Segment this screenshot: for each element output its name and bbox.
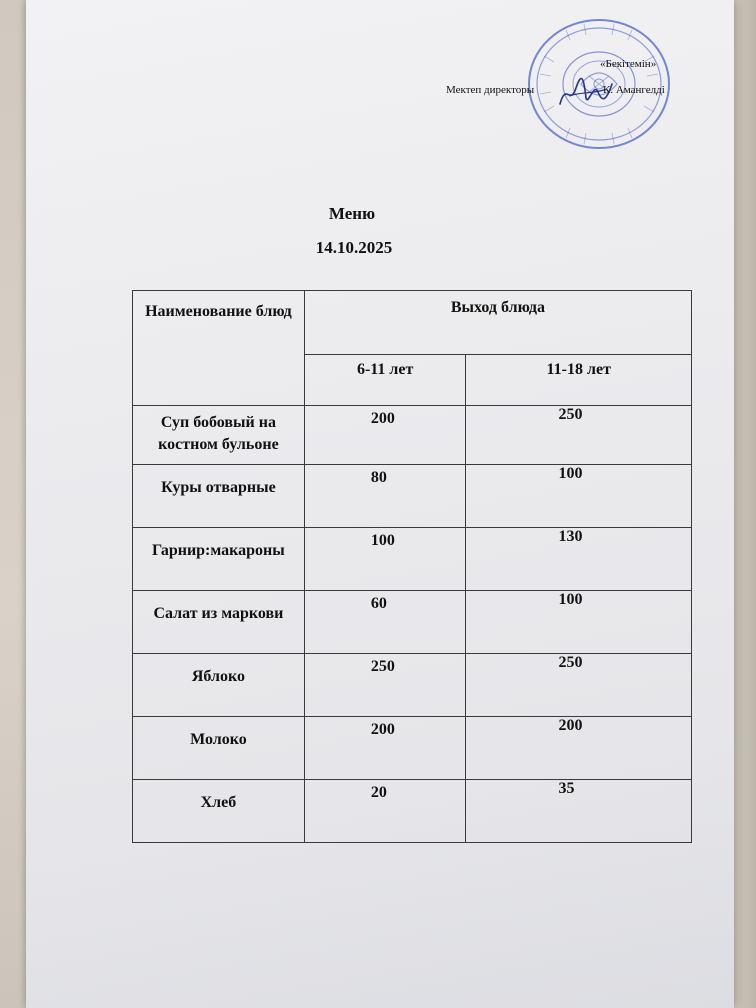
portion-6-11: 200 (304, 717, 466, 780)
portion-6-11: 20 (304, 780, 466, 843)
portion-6-11: 200 (304, 406, 466, 465)
table-surface (734, 0, 756, 1008)
page-title: Меню (328, 204, 376, 223)
portion-11-18: 100 (466, 465, 692, 528)
table-row (133, 717, 692, 780)
portion-6-11: 60 (304, 591, 466, 654)
table-row (133, 406, 692, 465)
portion-6-11: 100 (304, 528, 466, 591)
table-row (133, 780, 692, 843)
age-group-header: 6-11 лет (304, 355, 466, 406)
portion-output-header: Выход блюда (304, 291, 691, 355)
portion-6-11: 250 (304, 654, 466, 717)
director-label: Мектеп директоры (446, 84, 535, 96)
portion-11-18: 250 (466, 654, 692, 717)
dish-name-header: Наименование блюд (133, 291, 305, 406)
portion-11-18: 200 (466, 717, 692, 780)
table-row (133, 591, 692, 654)
approval-block (26, 0, 734, 180)
age-group-header: 11-18 лет (466, 355, 692, 406)
approval-heading: «Бекітемін» (600, 58, 657, 70)
portion-11-18: 100 (466, 591, 692, 654)
dish-name: Яблоко (133, 654, 305, 717)
menu-document (26, 0, 734, 1008)
portion-11-18: 35 (466, 780, 692, 843)
portion-11-18: 130 (466, 528, 692, 591)
table-row (133, 654, 692, 717)
menu-date: 14.10.2025 (315, 238, 393, 257)
portion-11-18: 250 (466, 406, 692, 465)
table-header-row (133, 291, 692, 355)
portion-6-11: 80 (304, 465, 466, 528)
table-row (133, 465, 692, 528)
menu-table (132, 290, 692, 843)
dish-name: Суп бобовый на костном бульоне (133, 406, 305, 465)
dish-name: Хлеб (133, 780, 305, 843)
table-row (133, 528, 692, 591)
dish-name: Гарнир:макароны (133, 528, 305, 591)
director-name: К. Амангелді (603, 84, 665, 96)
dish-name: Салат из маркови (133, 591, 305, 654)
dish-name: Молоко (133, 717, 305, 780)
dish-name: Куры отварные (133, 465, 305, 528)
